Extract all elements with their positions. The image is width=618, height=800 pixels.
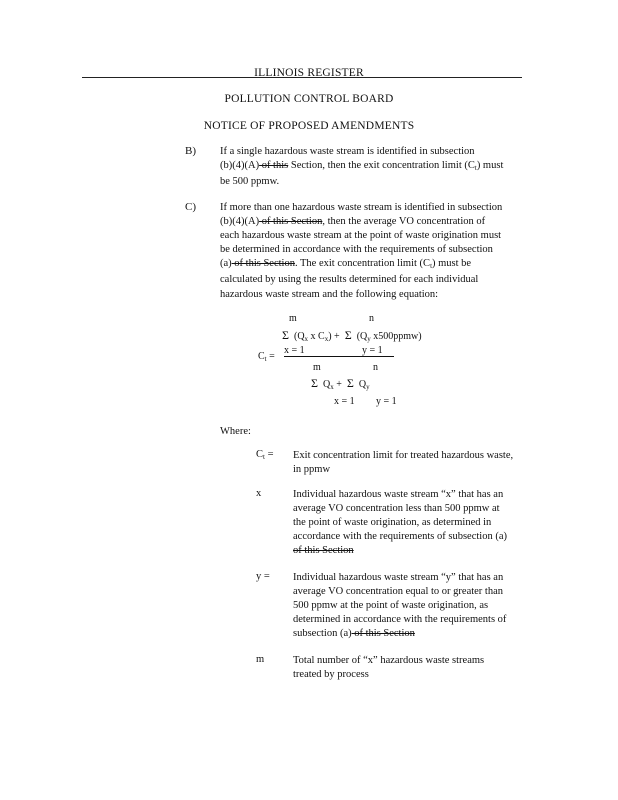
eq-n-top: n — [369, 313, 374, 324]
eq-m-bottom: m — [313, 362, 321, 373]
eq-y-eq-1: y = 1 — [362, 345, 383, 356]
board-title: POLLUTION CONTROL BOARD — [224, 93, 394, 105]
eq-den-y-eq-1: y = 1 — [376, 396, 397, 407]
def-ct-text: Exit concentration limit for treated hazardous waste, in ppmw — [293, 450, 514, 475]
eq-fraction-bar — [284, 356, 394, 357]
def-y-text: Individual hazardous waste stream “y” that has an average VO concentration equal to or greater than 500 ppmw at the point of waste origination, as determined in accordance with the requirements of subsection (a) of this Section — [293, 572, 507, 639]
eq-denominator: Σ $Q_x + \Sigma$ $Q_y$ — [311, 376, 370, 391]
eq-numerator: Σ ($Q_x$ x $C_x) + \Sigma$ ($Q_y$ x500ppmw) — [282, 328, 422, 343]
para-c-text: If more than one hazardous waste stream is identified in subsection (b)(4)(A) of this Section, then the average VO concentration of each hazardous waste stream at the point of waste origination must be determined in accordance with the requirements of subsection (a) of this Section. The exit concentration limit $(C_t)$ must be calculated by using the results determined for each individual hazardous waste stream and the following equation: — [220, 202, 503, 300]
eq-n-bottom: n — [373, 362, 378, 373]
where-label: Where: — [220, 426, 251, 437]
para-c-label: C) — [185, 201, 196, 213]
def-y-term: y = — [256, 571, 270, 582]
eq-m-top: m — [289, 313, 297, 324]
notice-title: NOTICE OF PROPOSED AMENDMENTS — [203, 120, 415, 132]
def-x-text: Individual hazardous waste stream “x” that has an average VO concentration less than 500 ppmw at the point of waste origination, as determined in accordance with the requirements of subsection (a) of this Section — [293, 489, 507, 556]
def-ct-term: $C_t$ = — [256, 449, 274, 461]
def-x-term: x — [256, 488, 262, 499]
eq-x-eq-1: x = 1 — [284, 345, 305, 356]
eq-lhs: $C_t$ = — [258, 351, 275, 363]
def-m-text: Total number of “x” hazardous waste streams treated by process — [293, 655, 485, 680]
para-b-text: If a single hazardous waste stream is identified in subsection (b)(4)(A) of this Section, then the exit concentration limit $(C_t)$ must be 500 ppmw. — [220, 146, 504, 188]
para-b-label: B) — [185, 145, 196, 157]
register-title: ILLINOIS REGISTER — [254, 67, 364, 79]
eq-den-x-eq-1: x = 1 — [334, 396, 355, 407]
def-m-term: m — [256, 654, 265, 665]
